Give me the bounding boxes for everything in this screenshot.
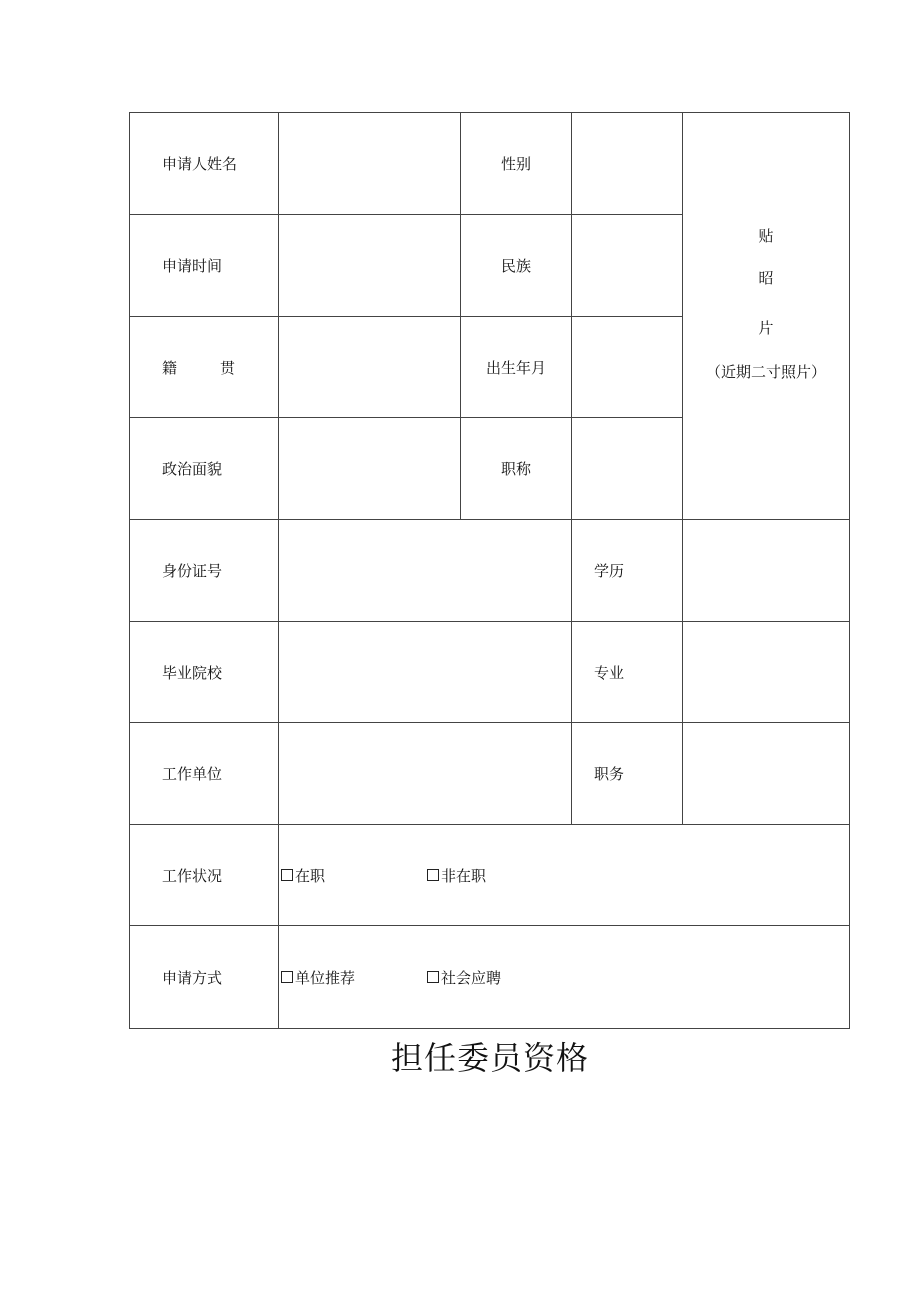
employed-checkbox[interactable]: [281, 869, 293, 881]
major-label: [572, 622, 682, 722]
birth-date-field[interactable]: [572, 317, 682, 417]
native-place-label: [130, 317, 278, 417]
work-status-options: [279, 825, 850, 925]
political-status-field[interactable]: [279, 418, 460, 519]
name-label: [130, 113, 278, 214]
unit-recommend-option-label: 单位推荐: [295, 968, 356, 987]
political-status-label-text: 政治面貌: [162, 460, 223, 478]
apply-date-field[interactable]: [279, 215, 460, 316]
unit-recommend-checkbox[interactable]: [281, 971, 293, 983]
public-recruit-checkbox[interactable]: [427, 971, 439, 983]
id-number-field[interactable]: [279, 520, 571, 621]
school-field[interactable]: [279, 622, 571, 722]
employer-label: [130, 723, 278, 824]
id-number-label: [130, 520, 278, 621]
school-label-text: 毕业院校: [162, 663, 223, 682]
education-label-text: 学历: [594, 562, 625, 580]
photo-text-3: 片: [758, 319, 774, 337]
id-number-label-text: 身份证号: [162, 562, 223, 580]
title-label: [461, 418, 571, 519]
gender-label-text: 性别: [500, 155, 531, 173]
section-title: 担任委员资格: [390, 1039, 589, 1077]
position-field[interactable]: [683, 723, 850, 824]
native-place-field[interactable]: [279, 317, 460, 417]
employer-field[interactable]: [279, 723, 571, 824]
school-label: [130, 622, 278, 722]
apply-date-label: [130, 215, 278, 316]
unit-recommend-option[interactable]: [281, 967, 355, 988]
apply-method-options: [279, 926, 850, 1028]
education-field[interactable]: [683, 520, 850, 621]
employer-label-text: 工作单位: [162, 765, 223, 783]
work-status-label: [130, 825, 278, 925]
photo-text-2: 昭: [758, 269, 774, 287]
position-label-text: 职务: [594, 765, 625, 783]
application-form-table: [129, 112, 850, 1029]
photo-note: （近期二寸照片）: [705, 363, 826, 381]
photo-area[interactable]: [682, 113, 850, 519]
apply-method-label-text: 申请方式: [162, 968, 223, 987]
major-field[interactable]: [683, 622, 850, 722]
native-place-label-char2: 贯: [220, 358, 236, 377]
employed-option[interactable]: [281, 865, 325, 886]
title-field[interactable]: [572, 418, 682, 519]
apply-method-label: [130, 926, 278, 1028]
title-label-text: 职称: [500, 460, 531, 478]
public-recruit-option-label: 社会应聘: [441, 968, 502, 987]
ethnicity-label-text: 民族: [500, 257, 531, 275]
birth-date-label-text: 出生年月: [485, 358, 546, 377]
birth-date-label: [461, 317, 571, 417]
native-place-label-char1: 籍: [162, 358, 178, 377]
gender-label: [461, 113, 571, 214]
photo-text-1: 贴: [758, 227, 774, 245]
unemployed-checkbox[interactable]: [427, 869, 439, 881]
work-status-label-text: 工作状况: [162, 866, 223, 885]
name-label-text: 申请人姓名: [162, 155, 238, 173]
public-recruit-option[interactable]: [427, 967, 501, 988]
unemployed-option-label: 非在职: [441, 866, 487, 885]
education-label: [572, 520, 682, 621]
political-status-label: [130, 418, 278, 519]
apply-date-label-text: 申请时间: [162, 257, 223, 275]
name-field[interactable]: [279, 113, 460, 214]
ethnicity-field[interactable]: [572, 215, 682, 316]
major-label-text: 专业: [594, 663, 625, 682]
position-label: [572, 723, 682, 824]
ethnicity-label: [461, 215, 571, 316]
employed-option-label: 在职: [295, 866, 326, 885]
gender-field[interactable]: [572, 113, 682, 214]
unemployed-option[interactable]: [427, 865, 486, 886]
